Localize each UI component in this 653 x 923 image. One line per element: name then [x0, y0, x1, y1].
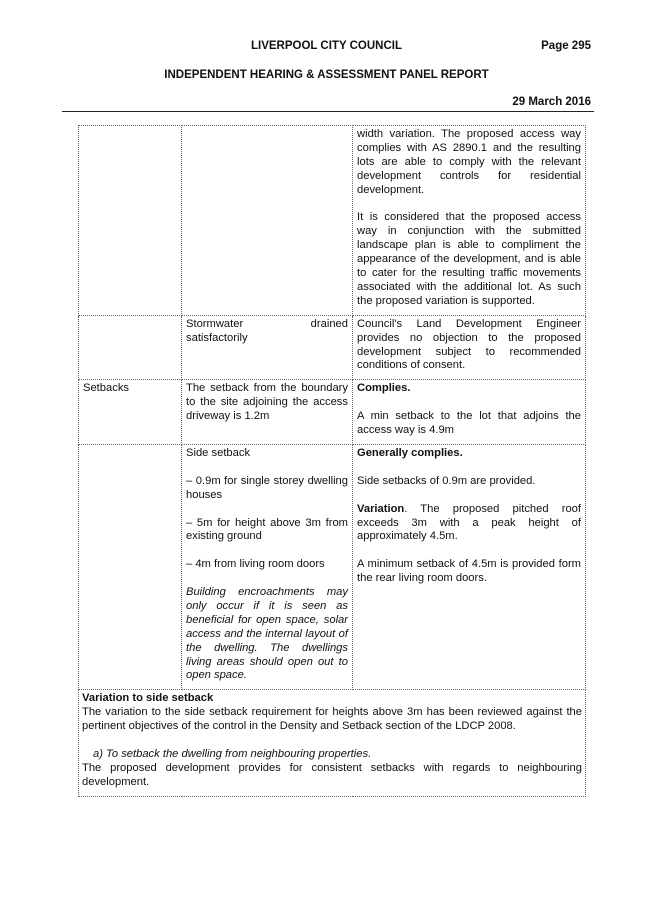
cell-comment [353, 126, 586, 316]
side-control-heading: Side setback [186, 447, 251, 459]
variation-heading: Variation to side setback [82, 692, 214, 705]
side-control-3: – 4m from living room doors [186, 558, 325, 571]
report-date: 29 March 2016 [512, 96, 591, 108]
side-control-2: – 5m for height above 3m from existing ground [186, 516, 348, 543]
access-comment-2: It is considered that the proposed access way in conjunction with the submitted landscape plan is able to compliment the appearance of the development, and is able to cater for the resulting traffic movements associated with the additional lot. As such the proposed variation is supported. [357, 211, 581, 307]
side-control-4: Building encroachments may only occur if it is seen as beneficial for open space, solar access and the internal layout of the dwelling. The dwellings living areas should open out to open space. [186, 586, 348, 682]
assessment-table [78, 125, 586, 797]
report-title: INDEPENDENT HEARING & ASSESSMENT PANEL REPORT [164, 69, 489, 81]
setbacks-comment: A min setback to the lot that adjoins the access way is 4.9m [357, 410, 581, 437]
stormwater-control: Stormwater drained satisfactorily [182, 315, 353, 380]
setbacks-control: The setback from the boundary to the site adjoining the access driveway is 1.2m [182, 380, 353, 445]
variation-objective: a) To setback the dwelling from neighbouring properties. [93, 747, 372, 760]
variation-text: . The proposed pitched roof exceeds 3m with a peak height of approximately 4.5m. [357, 502, 581, 543]
header-divider [62, 111, 594, 112]
setbacks-status: Complies. [357, 382, 411, 395]
side-control-cell [182, 445, 353, 690]
side-comment-2 [357, 503, 581, 545]
council-name: LIVERPOOL CITY COUNCIL [250, 40, 402, 52]
side-comment-cell [353, 445, 586, 690]
variation-label: Variation [357, 502, 405, 515]
side-status: Generally complies. [357, 447, 463, 459]
access-comment-1: width variation. The proposed access way complies with AS 2890.1 and the resulting lots are able to comply with the relevant development controls for residential development. [357, 128, 581, 196]
cell-requirement [79, 315, 182, 380]
stormwater-comment: Council's Land Development Engineer provides no objection to the proposed development subject to recommended conditions of consent. [353, 315, 586, 380]
setbacks-heading: Setbacks [79, 380, 182, 445]
page-number: Page 295 [541, 40, 591, 52]
variation-text-2: The proposed development provides for consistent setbacks with regards to neighbouring development. [82, 761, 582, 788]
setbacks-comment-cell [353, 380, 586, 445]
side-control-1: – 0.9m for single storey dwelling houses [186, 474, 348, 501]
table-row-stormwater [79, 315, 586, 380]
cell-control [182, 126, 353, 316]
variation-cell [79, 690, 586, 796]
table-row-setbacks [79, 380, 586, 445]
cell-requirement [79, 126, 182, 316]
side-comment-3: A minimum setback of 4.5m is provided form the rear living room doors. [357, 558, 581, 585]
cell-requirement [79, 445, 182, 690]
variation-text-1: The variation to the side setback requirement for heights above 3m has been reviewed against the pertinent objectives of the control in the Density and Setback section of the LDCP 2008. [82, 706, 582, 733]
table-row-access-way [79, 126, 586, 316]
table-row-side-setback [79, 445, 586, 690]
side-comment-1: Side setbacks of 0.9m are provided. [357, 474, 536, 487]
table-row-variation [79, 690, 586, 796]
